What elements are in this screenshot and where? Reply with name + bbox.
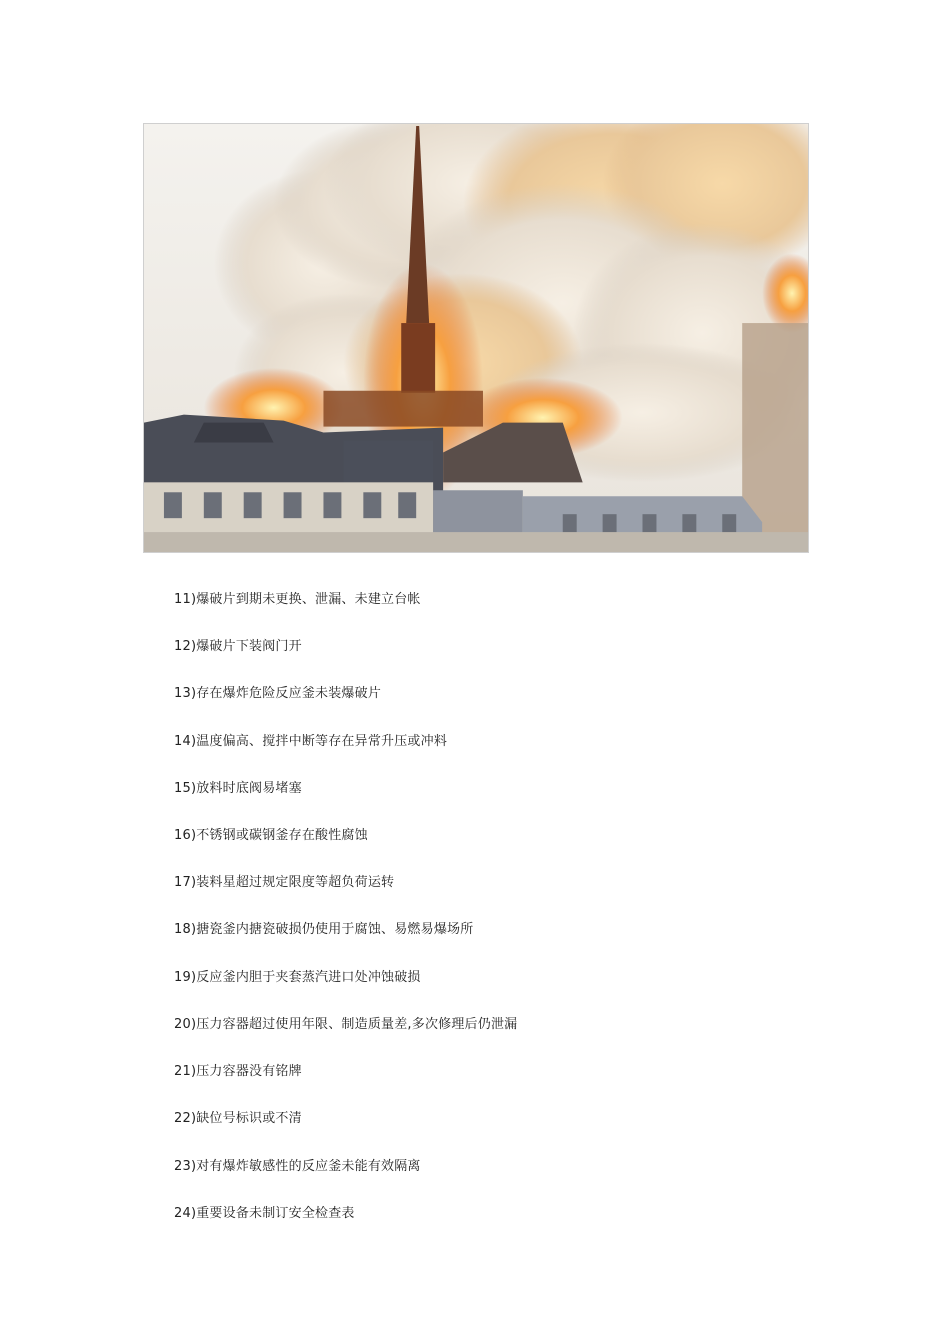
cathedral-fire-illustration bbox=[144, 124, 808, 552]
list-item: 24)重要设备未制订安全检查表 bbox=[174, 1206, 355, 1221]
list-item: 11)爆破片到期未更换、泄漏、未建立台帐 bbox=[174, 592, 421, 607]
list-item: 12)爆破片下装阀门开 bbox=[174, 639, 302, 654]
list-item: 14)温度偏高、搅拌中断等存在异常升压或冲料 bbox=[174, 734, 448, 749]
cathedral-fire-photo bbox=[143, 123, 809, 553]
list-item: 20)压力容器超过使用年限、制造质量差,多次修理后仍泄漏 bbox=[174, 1017, 518, 1032]
list-item: 18)搪瓷釜内搪瓷破损仍使用于腐蚀、易燃易爆场所 bbox=[174, 922, 474, 937]
list-item: 23)对有爆炸敏感性的反应釜未能有效隔离 bbox=[174, 1159, 421, 1174]
list-item: 17)装料星超过规定限度等超负荷运转 bbox=[174, 875, 395, 890]
list-item: 15)放料时底阀易堵塞 bbox=[174, 781, 302, 796]
list-item: 22)缺位号标识或不清 bbox=[174, 1111, 302, 1126]
list-item: 13)存在爆炸危险反应釜未装爆破片 bbox=[174, 686, 382, 701]
list-item: 21)压力容器没有铭牌 bbox=[174, 1064, 302, 1079]
list-item: 19)反应釜内胆于夹套蒸汽进口处冲蚀破损 bbox=[174, 970, 421, 985]
list-item: 16)不锈钢或碳钢釜存在酸性腐蚀 bbox=[174, 828, 368, 843]
